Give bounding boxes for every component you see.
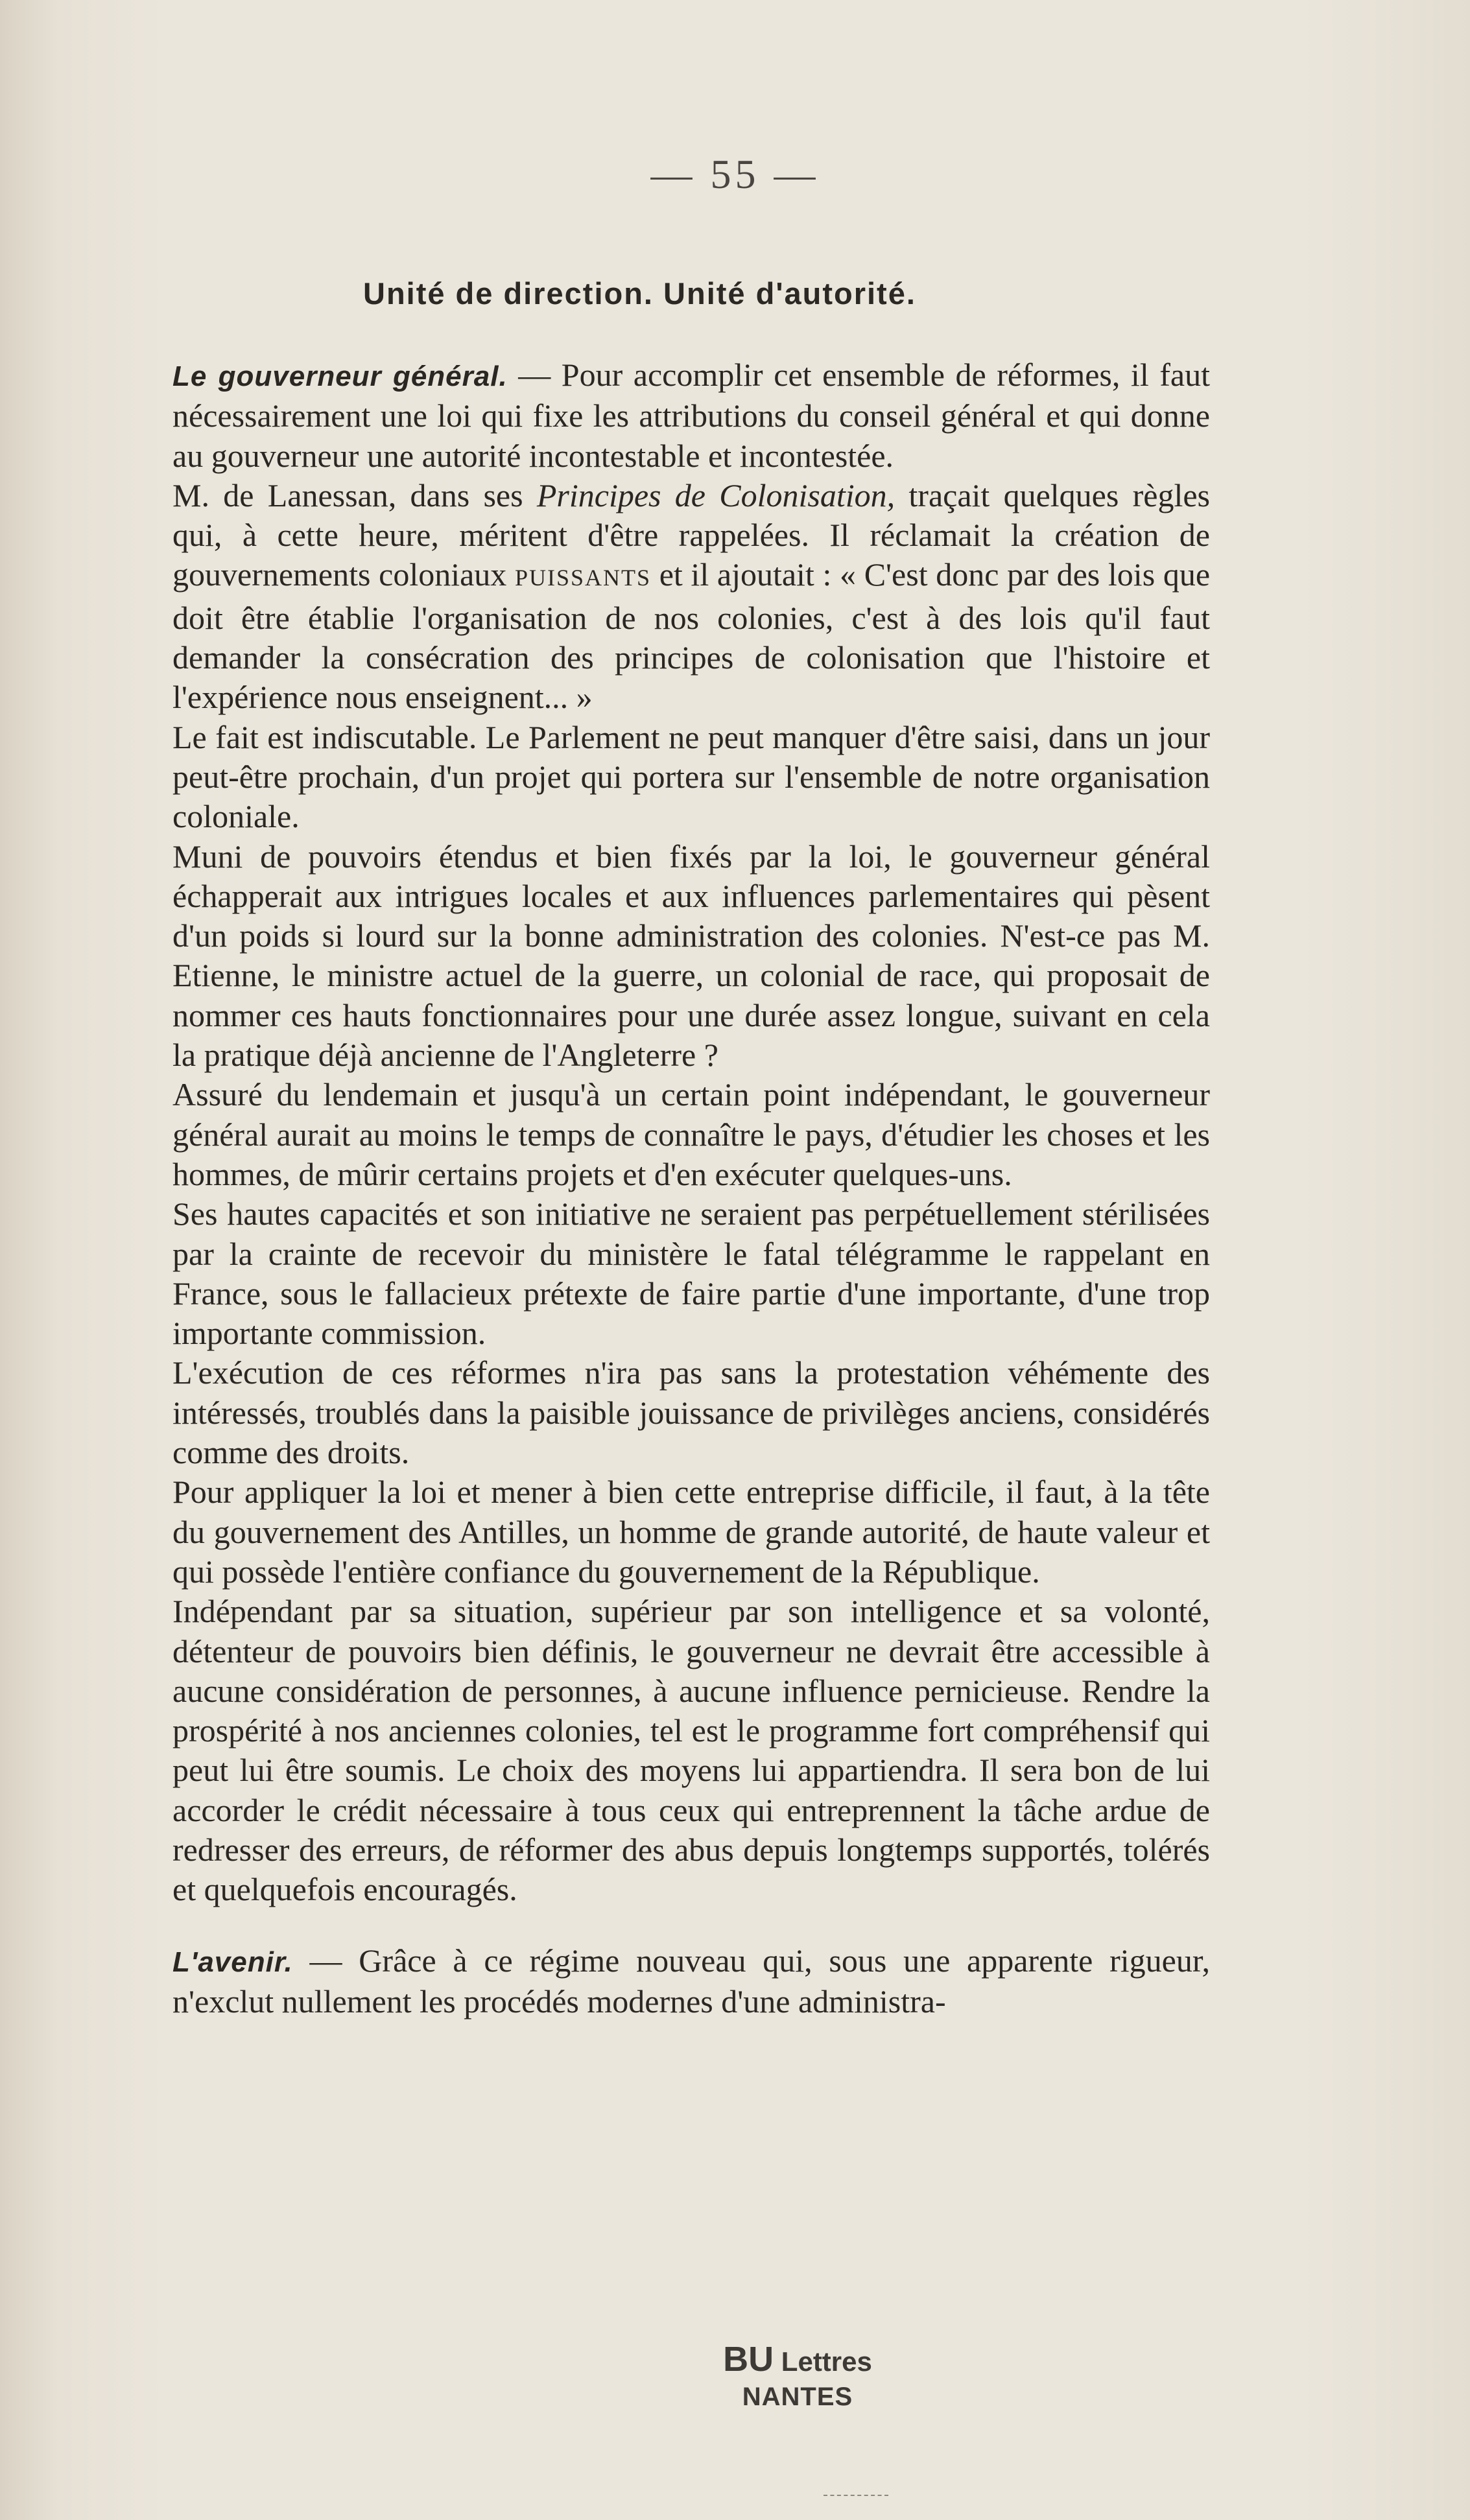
- stamp-bu: BU: [723, 2340, 774, 2379]
- stamp-line-2: NANTES: [742, 2383, 853, 2411]
- paragraph: L'exécution de ces réformes n'ira pas sans la protestation véhémente des intéressés, troublés dans la paisible jouissance de privilèges anciens, considérés comme des droits.: [172, 1354, 1210, 1471]
- paragraph-text: M. de Lanessan, dans ses: [172, 477, 537, 513]
- runin-heading: L'avenir.: [172, 1946, 293, 1978]
- paragraph: Indépendant par sa situation, supérieur par son intelligence et sa volonté, détenteur de pouvoirs bien définis, le gouverneur ne devrait être accessible à aucune considération de personnes, à aucune influence pernicieuse. Rendre la prospérité à nos anciennes colonies, tel est le programme fort compréhensif qui peut lui être soumis. Le choix des moyens lui appartiendra. Il sera bon de lui accorder le crédit nécessaire à tous ceux qui entreprennent la tâche ardue de redresser des erreurs, de réformer des abus depuis longtemps supportés, tolérés et quelquefois encouragés.: [172, 1593, 1210, 1908]
- body-text: [172, 355, 1210, 2021]
- runin-heading: Le gouverneur général.: [172, 360, 508, 392]
- paragraph: Le fait est indiscutable. Le Parlement ne peut manquer d'être saisi, dans un jour peut-être prochain, d'un projet qui portera sur l'ensemble de notre organisation coloniale.: [172, 718, 1210, 835]
- paragraph-avenir: [172, 1941, 1210, 2022]
- bottom-dash-mark: [824, 2495, 888, 2497]
- paragraph: Pour appliquer la loi et mener à bien cette entreprise difficile, il faut, à la tête du gouvernement des Antilles, un homme de grande autorité, de haute valeur et qui possède l'entière confiance du gouvernement de la République.: [172, 1474, 1210, 1590]
- library-stamp: [687, 2342, 908, 2414]
- smallcaps-word: PUISSANTS: [514, 565, 652, 591]
- book-title: Principes de Colonisation,: [536, 477, 895, 513]
- paragraph-gouverneur-general: [172, 355, 1210, 476]
- paragraph-lanessan: [172, 476, 1210, 718]
- paragraph-text: et il ajoutait : « C'est donc par des lois que doit être établie l'organisation de nos colonies, c'est à des lois qu'il faut demander la consécration des principes de colonisation que l'histoire et l'expérience nous enseignent... »: [172, 556, 1211, 716]
- page-number: — 55 —: [650, 151, 820, 197]
- paragraph: Muni de pouvoirs étendus et bien fixés par la loi, le gouverneur général échapperait aux intrigues locales et aux influences parlementaires qui pèsent d'un poids si lourd sur la bonne administration des colonies. N'est-ce pas M. Etienne, le ministre actuel de la guerre, un colonial de race, qui proposait de nommer ces hauts fonctionnaires pour une durée assez longue, suivant en cela la pratique déjà ancienne de l'Angleterre ?: [172, 838, 1210, 1074]
- stamp-lettres: Lettres: [774, 2346, 872, 2377]
- stamp-line-1: [687, 2342, 908, 2379]
- section-title: Unité de direction. Unité d'autorité.: [363, 276, 916, 311]
- paragraph-text: — Grâce à ce régime nouveau qui, sous une apparente rigueur, n'exclut nullement les procédés modernes d'une administra-: [172, 1942, 1210, 2020]
- paragraph: Ses hautes capacités et son initiative ne seraient pas perpétuellement stérilisées par la crainte de recevoir du ministère le fatal télégramme le rappelant en France, sous le fallacieux prétexte de faire partie d'une importante, d'une trop importante commission.: [172, 1195, 1210, 1352]
- paragraph-text: traçait quelques règles qui, à cette heure, méritent d'être rappelées. Il réclamait la création de gouvernements coloniaux: [172, 477, 1210, 593]
- paragraph: Assuré du lendemain et jusqu'à un certain point indépendant, le gouverneur général aurait au moins le temps de connaître le pays, d'étudier les choses et les hommes, de mûrir certains projets et d'en exécuter quelques-uns.: [172, 1076, 1210, 1192]
- paragraph-text: — Pour accomplir cet ensemble de réformes, il faut nécessairement une loi qui fixe les attributions du conseil général et qui donne au gouverneur une autorité incontestable et incontestée.: [172, 357, 1210, 474]
